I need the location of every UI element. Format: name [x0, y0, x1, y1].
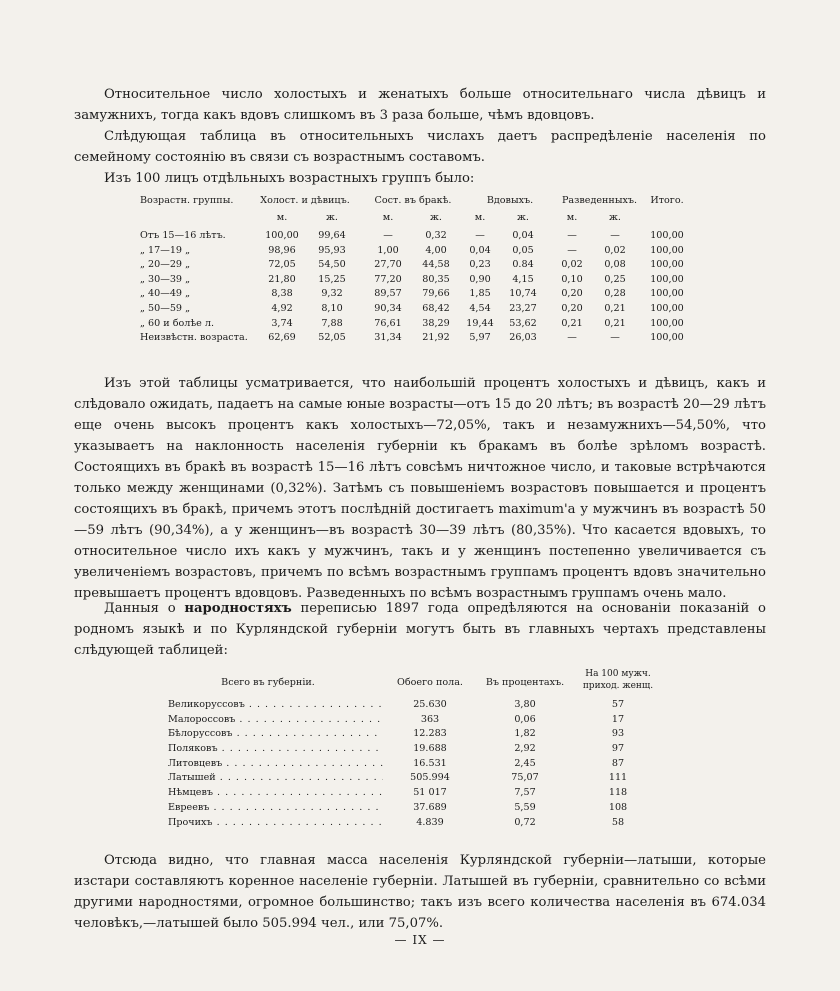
marital-status-table — [140, 194, 700, 346]
table-cell: 0,04 — [469, 244, 491, 256]
table-cell: 111 — [608, 772, 628, 784]
paragraph-5-start: Данныя о — [104, 601, 185, 616]
table-cell: 12.283 — [413, 728, 447, 740]
header-group-divorced: Разведенныхъ. — [561, 195, 638, 206]
table-cell: 93 — [611, 728, 625, 740]
table-cell: 37.689 — [413, 801, 447, 813]
table-cell: 0,04 — [512, 230, 534, 241]
header-group-widowed: Вдовыхъ. — [486, 195, 534, 206]
paragraph-3: Изъ 100 лицъ отдѣльныхъ возрастныхъ группъ было: — [104, 171, 475, 186]
table-body — [140, 229, 700, 346]
table-cell: 0,08 — [604, 259, 626, 271]
table-cell: — — [567, 244, 577, 256]
table-cell: 100,00 — [650, 230, 684, 241]
nationality-label: Литовцевъ . . . — [168, 757, 383, 771]
subheader-cell: м. — [474, 212, 486, 223]
table-cell: 1,00 — [377, 244, 399, 256]
header-group-single: Холост. и дѣвицъ. — [260, 195, 350, 206]
table-cell: — — [383, 230, 393, 241]
table-cell: 100,00 — [650, 259, 684, 271]
table-cell: 90,34 — [374, 302, 402, 314]
age-group-label: „ 50—59 „ — [140, 302, 191, 314]
table-cell: 100,00 — [650, 317, 684, 329]
table-cell: 21,92 — [422, 332, 450, 344]
paragraph-1: Относительное число холостыхъ и женатыхъ больше относительнаго числа дѣвицъ и замужнихъ, тогда какъ вдовъ слишкомъ въ 3 раза больше, чѣмъ вдовцовъ. — [74, 87, 766, 123]
table-cell: 1,82 — [514, 728, 536, 740]
table-cell: 0,25 — [604, 273, 626, 285]
age-group-label: „ 20—29 „ — [140, 259, 191, 271]
table-cell: 38,29 — [422, 317, 450, 329]
table-row — [168, 727, 668, 742]
table-cell: 0,32 — [425, 230, 447, 241]
table-row — [168, 801, 668, 816]
table-cell: 0,02 — [561, 259, 583, 271]
header-group-married: Сост. въ бракѣ. — [374, 195, 452, 206]
table-cell: 505.994 — [410, 772, 450, 784]
age-group-label: „ 60 и болѣе л. — [140, 317, 215, 329]
subheader-cell: ж. — [430, 212, 442, 223]
table-row — [140, 258, 700, 273]
table-cell: 89,57 — [374, 288, 402, 300]
table-cell: 15,25 — [318, 273, 346, 285]
table-cell: 79,66 — [422, 288, 450, 300]
table-cell: 0,90 — [469, 273, 491, 285]
table-cell: 26,03 — [509, 332, 537, 344]
paragraph-6: Отсюда видно, что главная масса населенія Курляндской губерніи—латыши, которые изстари составляютъ коренное населеніе губерніи. Латышей въ губерніи, сравнительно со всѣми другими народностями, огромное большинство; такъ изъ всего количества населенія въ 674.034 человѣкъ,—латышей было 505.994 чел., или 75,07%. — [74, 853, 766, 931]
paragraph-4: Изъ этой таблицы усматривается, что наибольшій процентъ холостыхъ и дѣвицъ, какъ и слѣдовало ожидать, падаетъ на самые юные возрасты—отъ 15 до 20 лѣтъ; въ возрастѣ 20—29 лѣтъ еще очень высокъ процентъ какъ холостыхъ—72,05%, такъ и незамужнихъ—54,50%, что указываетъ на наклонность населенія губерніи къ бракамъ въ болѣе зрѣломъ возрастѣ. Состоящихъ въ бракѣ въ возрастѣ 15—16 лѣтъ совсѣмъ ничтожное число, и таковые встрѣчаются только между женщинами (0,32%). Затѣмъ съ повышеніемъ возрастовъ повышается и процентъ состоящихъ въ бракѣ, причемъ этотъ послѣдній достигаетъ maximum'a у мужчинъ въ возрастѣ 50—59 лѣтъ (90,34%), а у женщинъ—въ возрастѣ 30—39 лѣтъ (80,35%). Что касается вдовыхъ, то относительное число ихъ какъ у мужчинъ, такъ и у женщинъ постепенно увеличивается съ увеличеніемъ возрастовъ, причемъ по всѣмъ возрастнымъ группамъ процентъ вдовъ значительно превышаетъ процентъ вдовцовъ. Разведенныхъ по всѣмъ возрастнымъ группамъ очень мало. — [74, 376, 766, 601]
header-age: Возрастн. группы. — [140, 195, 234, 206]
table-cell: 95,93 — [318, 244, 346, 256]
table-row — [168, 742, 668, 757]
table-cell: 0,05 — [512, 244, 534, 256]
table-cell: 100,00 — [650, 332, 684, 344]
table-cell: 4,54 — [469, 302, 491, 314]
table-cell: 23,27 — [509, 302, 537, 314]
paragraph-2: Слѣдующая таблица въ относительныхъ числахъ даетъ распредѣленіе населенія по семейному состоянію въ связи съ возрастнымъ составомъ. — [74, 129, 766, 165]
table-cell: 51 017 — [413, 787, 447, 799]
table-cell: 16.531 — [413, 757, 447, 769]
table-row — [140, 244, 700, 259]
table-cell: 0,72 — [514, 816, 536, 828]
table-cell: 19,44 — [466, 317, 494, 329]
age-group-label: „ 17—19 „ — [140, 244, 191, 256]
table-row — [140, 273, 700, 288]
table-cell: 0.84 — [512, 259, 534, 271]
table-cell: 0,10 — [561, 273, 583, 285]
table-cell: 31,34 — [374, 332, 402, 344]
table-body — [168, 698, 668, 830]
table-cell: 98,96 — [268, 244, 296, 256]
paragraph-5 — [74, 598, 766, 661]
table-cell: 76,61 — [374, 317, 402, 329]
table-cell: 7,88 — [321, 317, 343, 329]
subheader-cell: м. — [382, 212, 394, 223]
table-cell: 100,00 — [650, 273, 684, 285]
table-cell: 108 — [608, 801, 628, 813]
table-cell: 80,35 — [422, 273, 450, 285]
header-total: Итого. — [650, 195, 684, 206]
table-cell: 52,05 — [318, 332, 346, 344]
table-row — [168, 771, 668, 786]
table-cell: — — [567, 332, 577, 344]
table-row — [168, 786, 668, 801]
table-cell: 2,45 — [514, 757, 536, 769]
table-cell: 8,10 — [321, 302, 343, 314]
table-cell: 68,42 — [422, 302, 450, 314]
paragraph-5-rest: переписью 1897 года опредѣляются на основаніи показаній о родномъ языкѣ и по Курляндской губерніи могутъ быть въ главныхъ чертахъ представлены слѣдующей таблицей: — [74, 601, 766, 658]
age-group-label: „ 40—49 „ — [140, 288, 191, 300]
table-cell: 72,05 — [268, 259, 296, 271]
header-both-sexes: Обоего пола. — [397, 677, 463, 688]
table-row — [140, 317, 700, 332]
nationality-label: Бѣлоруссовъ . . . — [168, 727, 383, 741]
table-cell: 44,58 — [422, 259, 450, 271]
age-group-label: Отъ 15—16 лѣтъ. — [140, 230, 226, 241]
table-cell: 77,20 — [374, 273, 402, 285]
table-header-row — [168, 668, 668, 698]
nationality-label: Поляковъ . . . — [168, 742, 383, 756]
table-cell: — — [475, 230, 485, 241]
table-cell: 62,69 — [268, 332, 296, 344]
table-cell: 9,32 — [321, 288, 343, 300]
table-cell: 0,23 — [469, 259, 491, 271]
table-cell: 0,21 — [604, 302, 626, 314]
table-header-row — [140, 194, 700, 211]
table-cell: 5,97 — [469, 332, 491, 344]
paragraph-5-emphasis: народностяхъ — [184, 601, 292, 616]
table-cell: 99,64 — [318, 230, 346, 241]
table-cell: 0,21 — [604, 317, 626, 329]
header-name: Всего въ губерніи. — [221, 677, 315, 688]
table-cell: 57 — [611, 699, 625, 710]
table-cell: 1,85 — [469, 288, 491, 300]
table-cell: 4,15 — [512, 273, 534, 285]
table-cell: — — [567, 230, 577, 241]
nationality-label: Евреевъ . . . — [168, 801, 383, 815]
table-cell: 0,20 — [561, 288, 583, 300]
header-ratio: На 100 мужч. приход. женщ. — [582, 669, 654, 691]
table-cell: 100,00 — [650, 288, 684, 300]
table-cell: 4,92 — [271, 302, 293, 314]
table-row — [140, 302, 700, 317]
table-cell: 363 — [420, 713, 440, 725]
table-cell: 97 — [611, 743, 625, 755]
table-row — [140, 331, 700, 346]
table-cell: 8,38 — [271, 288, 293, 300]
table-cell: 118 — [608, 787, 628, 799]
table-cell: 54,50 — [318, 259, 346, 271]
table-subheader-row — [140, 211, 700, 229]
table-cell: 0,20 — [561, 302, 583, 314]
table-row — [168, 713, 668, 728]
table-cell: — — [610, 332, 620, 344]
header-percent: Въ процентахъ. — [485, 677, 565, 688]
nationality-label: Прочихъ . . . — [168, 816, 383, 830]
table-cell: 58 — [611, 816, 625, 828]
table-cell: 7,57 — [514, 787, 536, 799]
table-cell: 27,70 — [374, 259, 402, 271]
nationality-label: Латышей . . . — [168, 771, 383, 785]
table-cell: 17 — [611, 713, 625, 725]
table-cell: 87 — [611, 757, 625, 769]
subheader-cell: ж. — [517, 212, 529, 223]
subheader-cell: ж. — [326, 212, 338, 223]
table-row — [140, 229, 700, 244]
table-cell: 21,80 — [268, 273, 296, 285]
subheader-cell: ж. — [609, 212, 621, 223]
table-cell: 3,80 — [514, 699, 536, 710]
table-cell: 75,07 — [511, 772, 539, 784]
age-group-label: „ 30—39 „ — [140, 273, 191, 285]
table-row — [168, 816, 668, 831]
nationality-label: Малороссовъ . . . — [168, 713, 383, 727]
table-row — [140, 287, 700, 302]
table-cell: 4.839 — [416, 816, 444, 828]
table-cell: 0,28 — [604, 288, 626, 300]
table-cell: 25.630 — [413, 699, 447, 710]
subheader-cell: м. — [566, 212, 578, 223]
table-cell: 100,00 — [650, 302, 684, 314]
table-cell: 10,74 — [509, 288, 537, 300]
table-cell: 0,06 — [514, 713, 536, 725]
subheader-cell: м. — [276, 212, 288, 223]
table-cell: 5,59 — [514, 801, 536, 813]
table-cell: — — [610, 230, 620, 241]
nationality-label: Великоруссовъ . . . — [168, 698, 383, 712]
table-cell: 4,00 — [425, 244, 447, 256]
table-cell: 0,21 — [561, 317, 583, 329]
nationality-label: Нѣмцевъ . . . — [168, 786, 383, 800]
table-cell: 100,00 — [650, 244, 684, 256]
table-cell: 53,62 — [509, 317, 537, 329]
age-group-label: Неизвѣстн. возраста. — [140, 332, 248, 344]
table-cell: 0,02 — [604, 244, 626, 256]
table-row — [168, 698, 668, 713]
page-number: — IX — — [394, 933, 446, 947]
table-row — [168, 757, 668, 772]
table-cell: 19.688 — [413, 743, 447, 755]
table-cell: 3,74 — [271, 317, 293, 329]
table-cell: 2,92 — [514, 743, 536, 755]
nationalities-table — [168, 668, 668, 830]
table-cell: 100,00 — [265, 230, 299, 241]
